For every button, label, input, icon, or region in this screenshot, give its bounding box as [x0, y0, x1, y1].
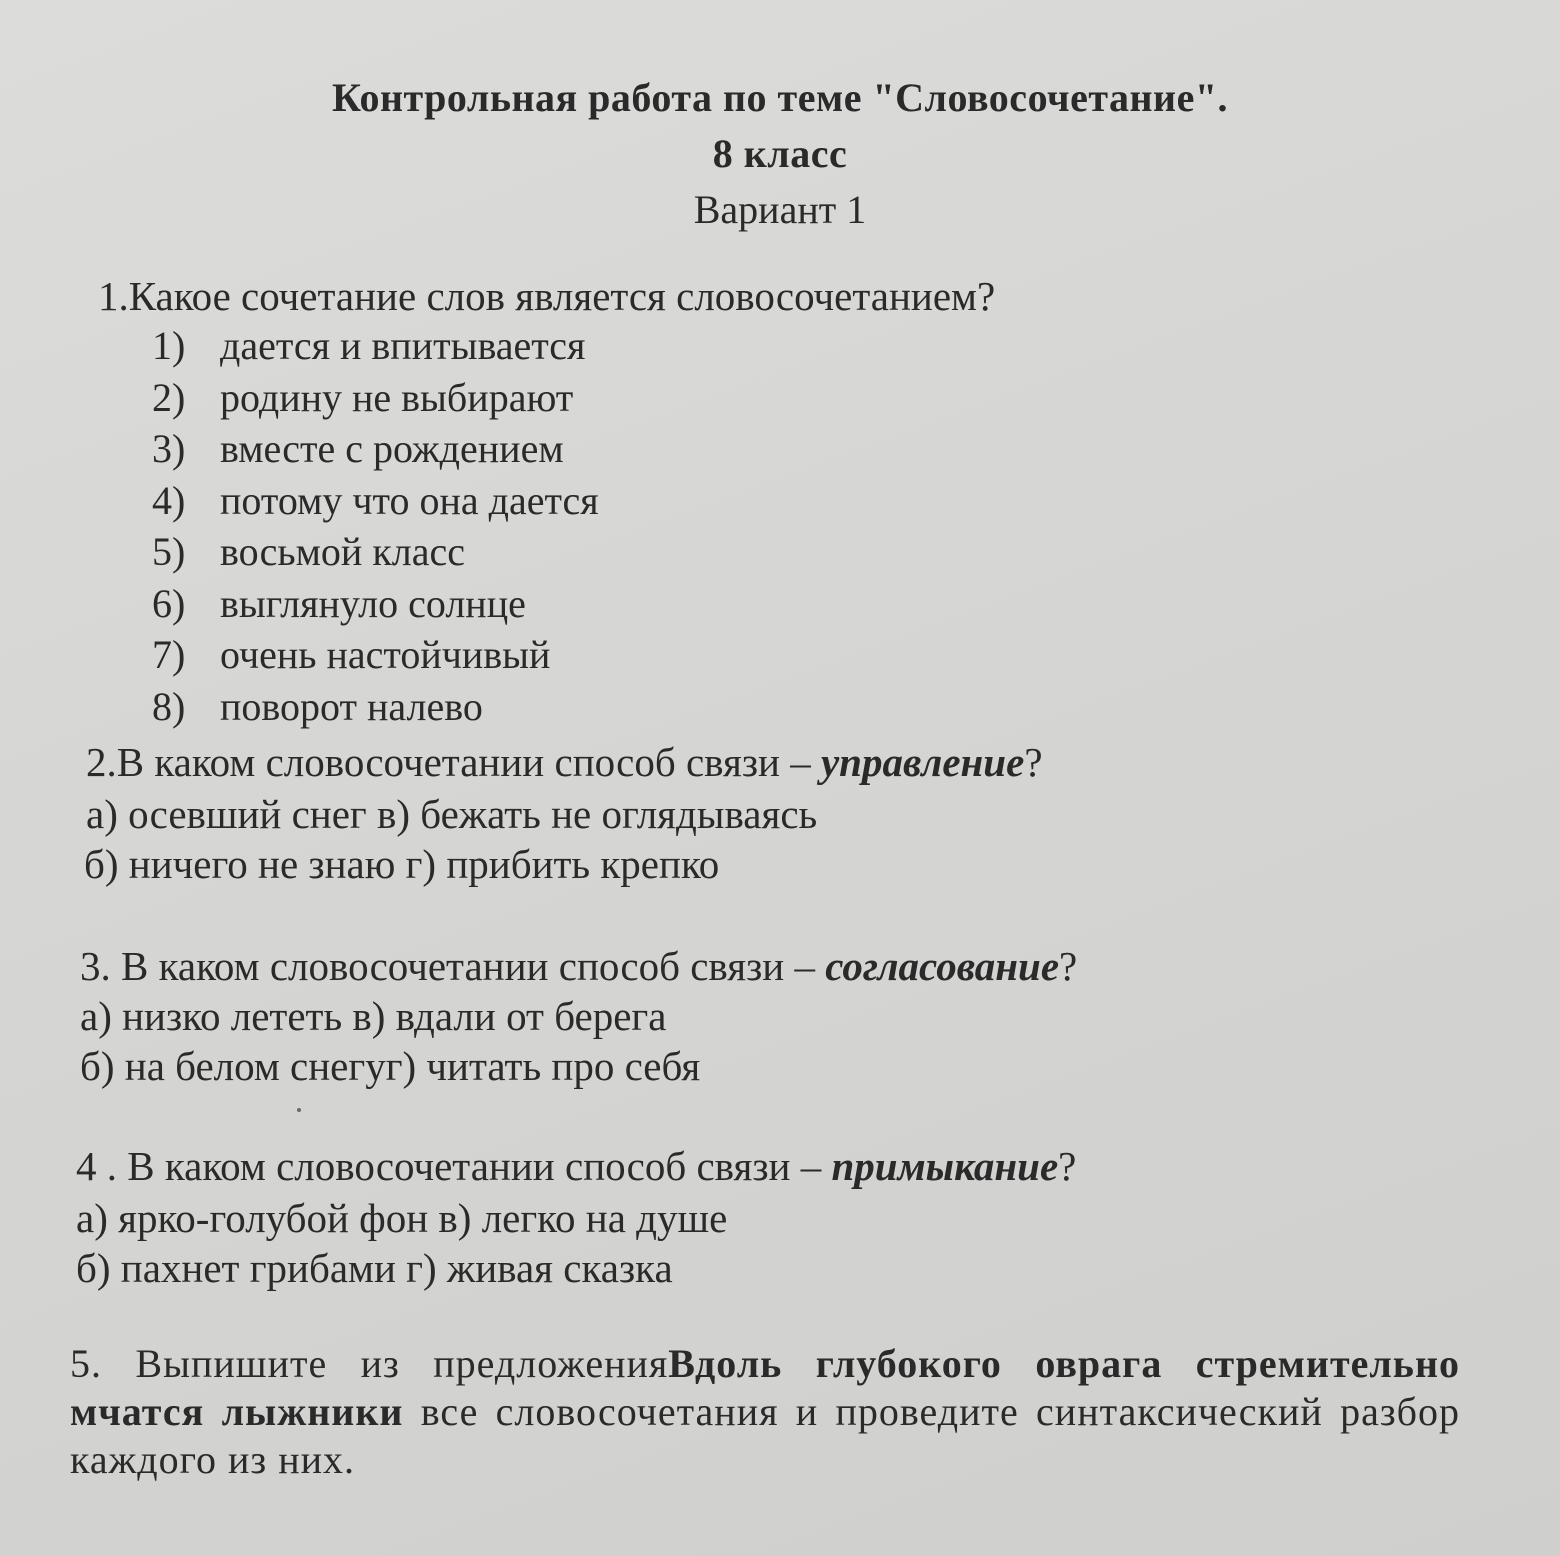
question-1: 1.Какое сочетание слов является словосочетанием? [98, 273, 996, 319]
question-1-option [152, 681, 599, 733]
option-text: очень настойчивый [220, 632, 551, 677]
question-1-options [152, 320, 599, 732]
question-1-option [152, 578, 599, 630]
question-5-sentence: Вдоль глубокого оврага стремительно мчатся лыжники [70, 1341, 1460, 1434]
question-2-prefix: 2.В каком словосочетании способ связи – [86, 739, 821, 785]
option-number: 8) [152, 683, 186, 729]
question-2 [86, 736, 1043, 788]
option-number: 3) [152, 426, 186, 471]
option-text: восьмой класс [220, 529, 465, 574]
question-5 [70, 1340, 1460, 1484]
question-3-suffix: ? [1059, 943, 1078, 989]
question-4-options-line-1: а) ярко-голубой фон в) легко на душе [76, 1195, 728, 1241]
grade-label: 8 класс [712, 131, 848, 176]
option-text: родину не выбирают [220, 374, 574, 420]
option-text: выглянуло солнце [220, 580, 526, 626]
option-number: 2) [152, 374, 186, 420]
option-number: 6) [152, 580, 186, 626]
question-4-prefix: 4 . В каком словосочетании способ связи – [76, 1143, 832, 1189]
question-4-term: примыкание [831, 1143, 1059, 1189]
option-text: вместе с рождением [220, 426, 564, 471]
question-4-options-line-2: б) пахнет грибами г) живая сказка [76, 1245, 673, 1291]
variant-label: Вариант 1 [693, 187, 867, 232]
question-3-options-line-2: б) на белом снегуг) читать про себя [80, 1043, 701, 1089]
question-3-prefix: 3. В каком словосочетании способ связи – [80, 943, 826, 989]
question-4-suffix: ? [1058, 1143, 1077, 1189]
option-text: потому что она дается [220, 477, 599, 523]
question-1-option [152, 475, 599, 527]
question-3 [80, 940, 1077, 992]
question-1-option [152, 629, 599, 681]
question-2-options-line-1: а) осевший снег в) бежать не оглядываясь [86, 791, 818, 837]
question-5-prefix: 5. Выпишите из предложения [70, 1341, 669, 1386]
question-2-suffix: ? [1024, 739, 1043, 785]
question-3-options-line-1: а) низко лететь в) вдали от берега [80, 993, 667, 1039]
question-5-suffix: все словосочетания и проведите синтаксический разбор каждого из них. [70, 1389, 1460, 1482]
option-number: 1) [152, 323, 186, 368]
question-4 [76, 1140, 1076, 1192]
option-number: 4) [152, 477, 186, 523]
question-1-option [152, 423, 599, 475]
question-3-term: согласование [825, 943, 1060, 989]
question-2-term: управление [820, 739, 1025, 785]
option-text: дается и впитывается [220, 323, 586, 368]
question-1-option [152, 320, 599, 372]
question-1-option [152, 526, 599, 578]
option-text: поворот налево [220, 683, 483, 729]
document-title: Контрольная работа по теме "Словосочетание". [331, 75, 1229, 120]
option-number: 7) [152, 632, 186, 677]
option-number: 5) [152, 529, 186, 574]
question-2-options-line-2: б) ничего не знаю г) прибить крепко [84, 841, 720, 887]
document-header [0, 70, 1560, 238]
paper-speck [297, 1108, 301, 1112]
question-1-option [152, 372, 599, 424]
